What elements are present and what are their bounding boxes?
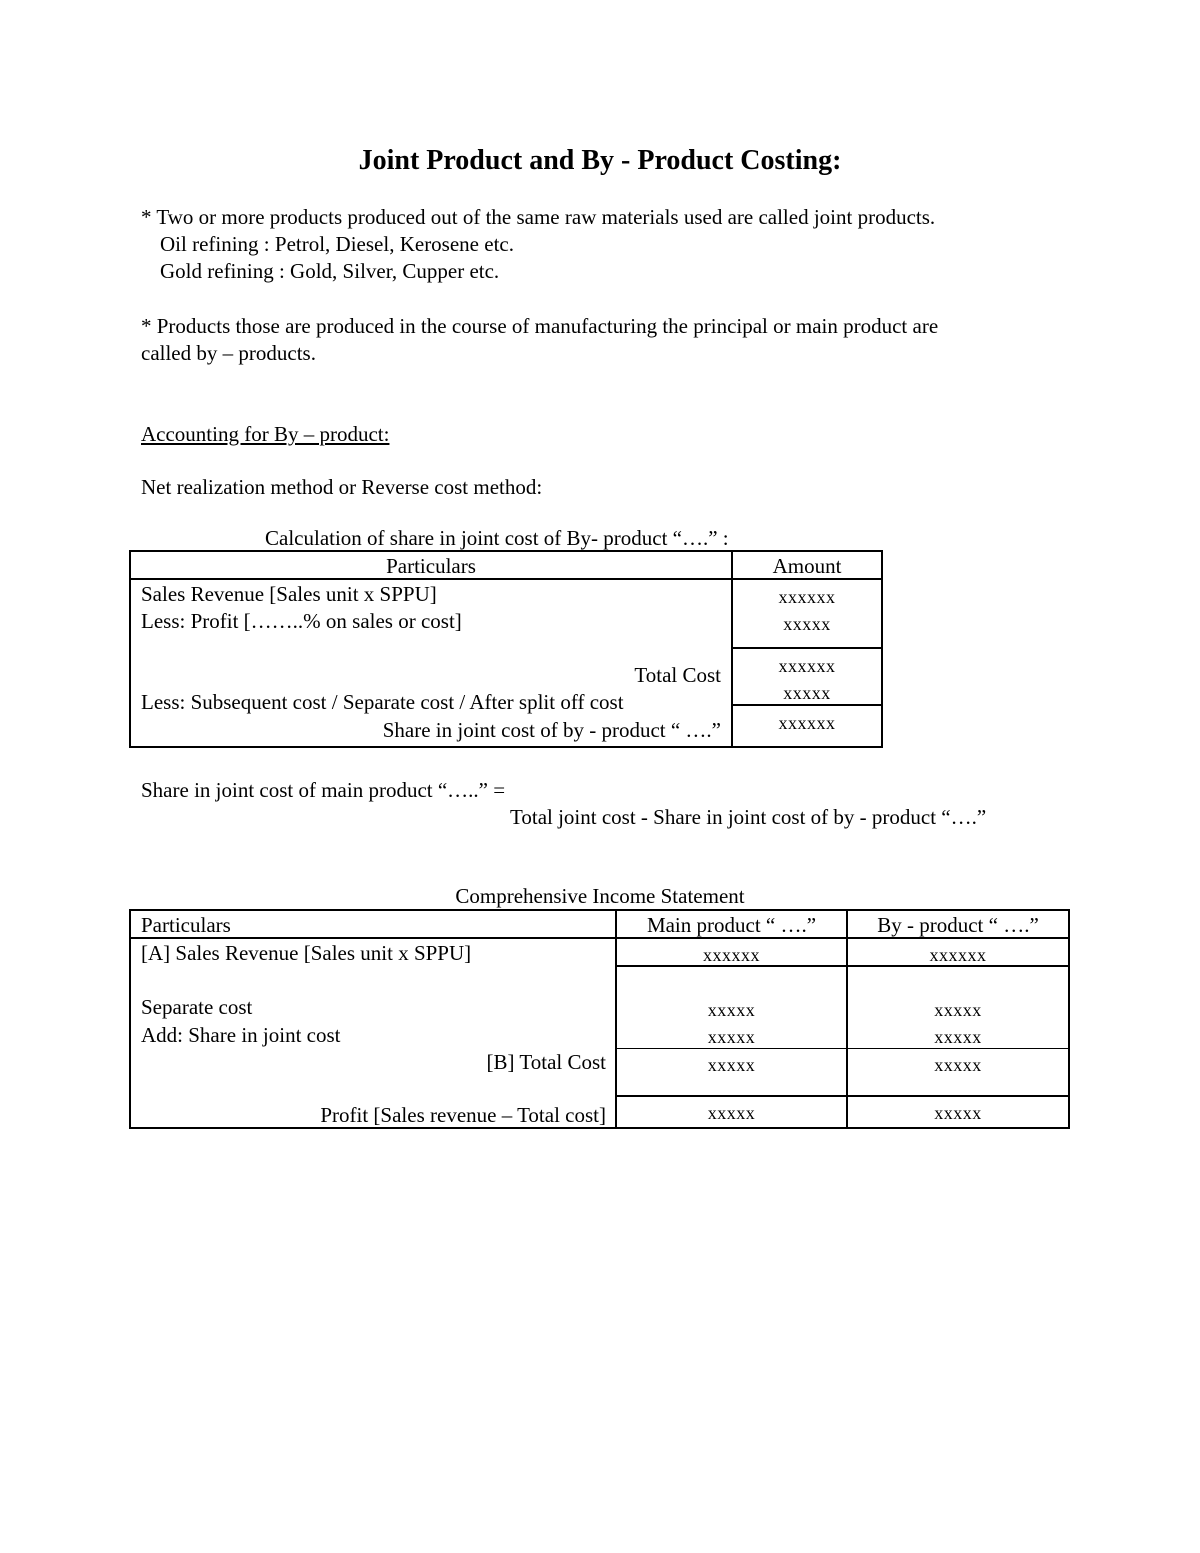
table2-main-share: xxxxx: [707, 1027, 756, 1047]
table1-amount-share: xxxxxx: [778, 713, 836, 733]
table2-values-divider-2: [615, 1048, 1070, 1049]
byproduct-definition-line2: called by – products.: [141, 341, 316, 365]
table2-by-total-cost: xxxxx: [934, 1055, 982, 1075]
table2-main-total-cost: xxxxx: [707, 1055, 756, 1075]
table2-main-profit: xxxxx: [707, 1103, 756, 1123]
table2-by-share: xxxxx: [934, 1027, 982, 1047]
table2-total-cost: [B] Total Cost: [486, 1050, 606, 1074]
table1-caption: Calculation of share in joint cost of By- product “….” :: [265, 526, 729, 550]
oil-refining-example: Oil refining : Petrol, Diesel, Kerosene etc.: [160, 232, 514, 256]
table2-caption: Comprehensive Income Statement: [455, 884, 745, 908]
table2-by-sales: xxxxxx: [929, 945, 987, 965]
table2-profit: Profit [Sales revenue – Total cost]: [320, 1103, 606, 1127]
byproduct-definition-line1: * Products those are produced in the course of manufacturing the principal or main product are: [141, 314, 939, 338]
table2-values-divider-1: [615, 965, 1070, 967]
formula-rhs: Total joint cost - Share in joint cost of by - product “….”: [510, 805, 987, 829]
table2-separate-cost: Separate cost: [141, 995, 253, 1019]
table2-header-divider: [129, 937, 1070, 939]
table2-header-main-product: Main product “ ….”: [646, 913, 817, 937]
table1-header-particulars: Particulars: [386, 554, 476, 578]
accounting-heading: Accounting for By – product:: [141, 422, 390, 446]
table1-header-amount: Amount: [772, 554, 842, 578]
table1-sales-revenue: Sales Revenue [Sales unit x SPPU]: [141, 582, 437, 606]
table1-amount-total-cost: xxxxxx: [778, 656, 836, 676]
table2-main-sales: xxxxxx: [703, 945, 760, 965]
table2-header-particulars: Particulars: [141, 913, 231, 937]
table1-less-profit: Less: Profit [……..% on sales or cost]: [141, 609, 462, 633]
table1-amount-divider-1: [731, 647, 883, 649]
table1-less-subsequent-cost: Less: Subsequent cost / Separate cost / After split off cost: [141, 690, 624, 714]
table2-header-by-product: By - product “ ….”: [877, 913, 1039, 937]
joint-product-definition: * Two or more products produced out of the same raw materials used are called joint products.: [141, 205, 936, 229]
page-title: Joint Product and By - Product Costing:: [358, 145, 842, 176]
table1-total-cost: Total Cost: [634, 663, 721, 687]
gold-refining-example: Gold refining : Gold, Silver, Cupper etc.: [160, 259, 500, 283]
table1-amount-profit: xxxxx: [783, 614, 831, 634]
formula-lhs: Share in joint cost of main product “…..” =: [141, 778, 506, 802]
table1-header-divider: [129, 578, 883, 580]
table2-sales-revenue: [A] Sales Revenue [Sales unit x SPPU]: [141, 941, 472, 965]
table2-by-separate-cost: xxxxx: [934, 1000, 982, 1020]
table2-by-profit: xxxxx: [934, 1103, 982, 1123]
table2-main-separate-cost: xxxxx: [707, 1000, 756, 1020]
table2-add-share: Add: Share in joint cost: [141, 1023, 341, 1047]
table2-values-divider-3: [615, 1095, 1070, 1097]
method-heading: Net realization method or Reverse cost method:: [141, 475, 543, 499]
table1-amount-subsequent: xxxxx: [783, 683, 831, 703]
table1-amount-divider-2: [731, 704, 883, 706]
table1-share-by-product: Share in joint cost of by - product “ ….”: [382, 718, 721, 742]
table1-amount-sales: xxxxxx: [778, 587, 836, 607]
